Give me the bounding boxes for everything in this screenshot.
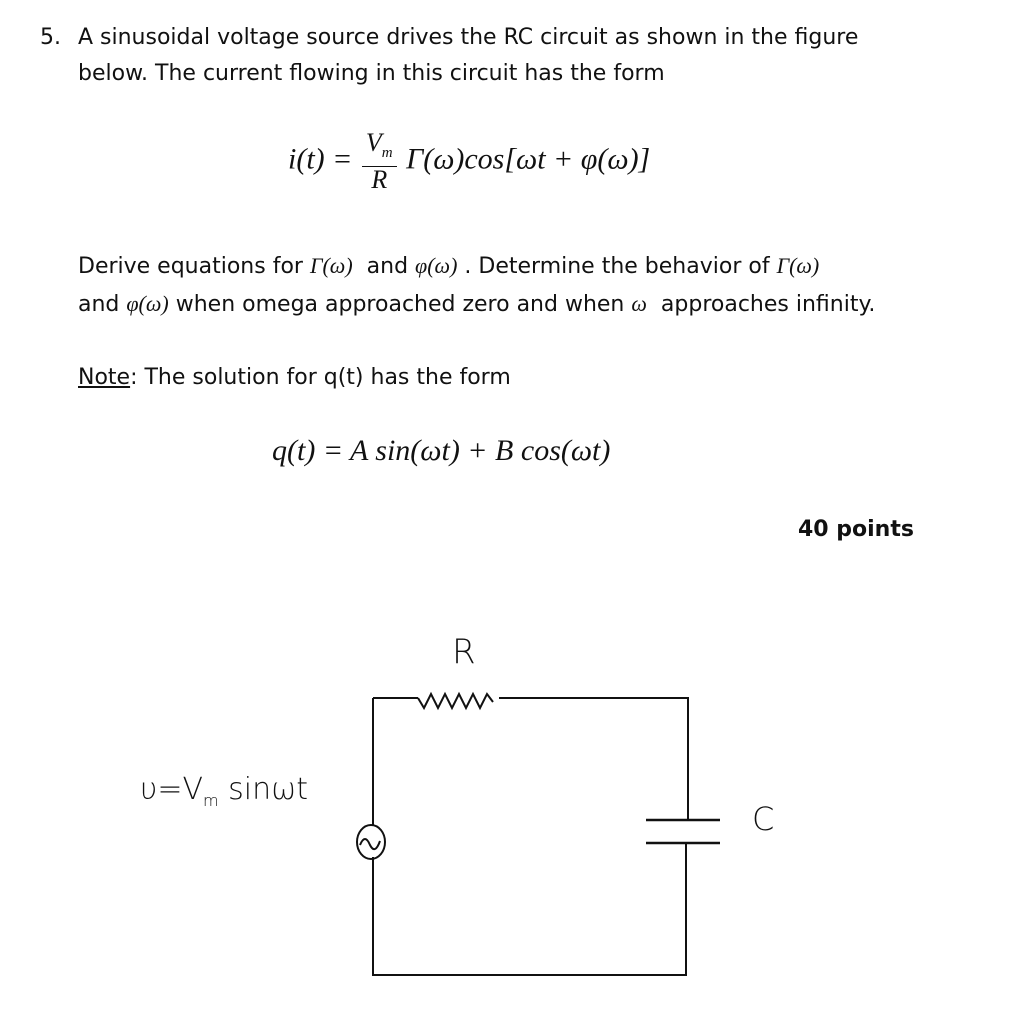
charge-equation: q(t) = A sin(ωt) + B cos(ωt) [272,434,611,467]
capacitor-label: C [752,800,775,838]
wire [373,843,686,975]
wire [499,698,688,820]
sine-wave-icon [360,839,380,849]
derive-line-2: and φ(ω) when omega approached zero and when ω approaches infinity. [78,291,876,317]
intro-line-2: below. The current flowing in this circuit has the form [78,61,665,86]
resistor-label: R [452,632,476,672]
current-equation: i(t) = $\frac{V_m}{R}$ Γ(ω)cos[ωt + φ(ω)] [288,128,651,195]
resistor-icon [418,694,493,708]
capacitor-icon [646,820,720,843]
points-label: 40 points [798,517,914,542]
source-label: $\upsilon=V_m$ sinωt [140,772,309,810]
derive-line-1: Derive equations for Γ(ω) and φ(ω) . Determine the behavior of Γ(ω) [78,253,820,279]
problem-number: 5. [40,25,61,50]
note: Note: The solution for q(t) has the form [78,365,511,390]
intro-line-1: A sinusoidal voltage source drives the RC circuit as shown in the figure [78,25,859,50]
